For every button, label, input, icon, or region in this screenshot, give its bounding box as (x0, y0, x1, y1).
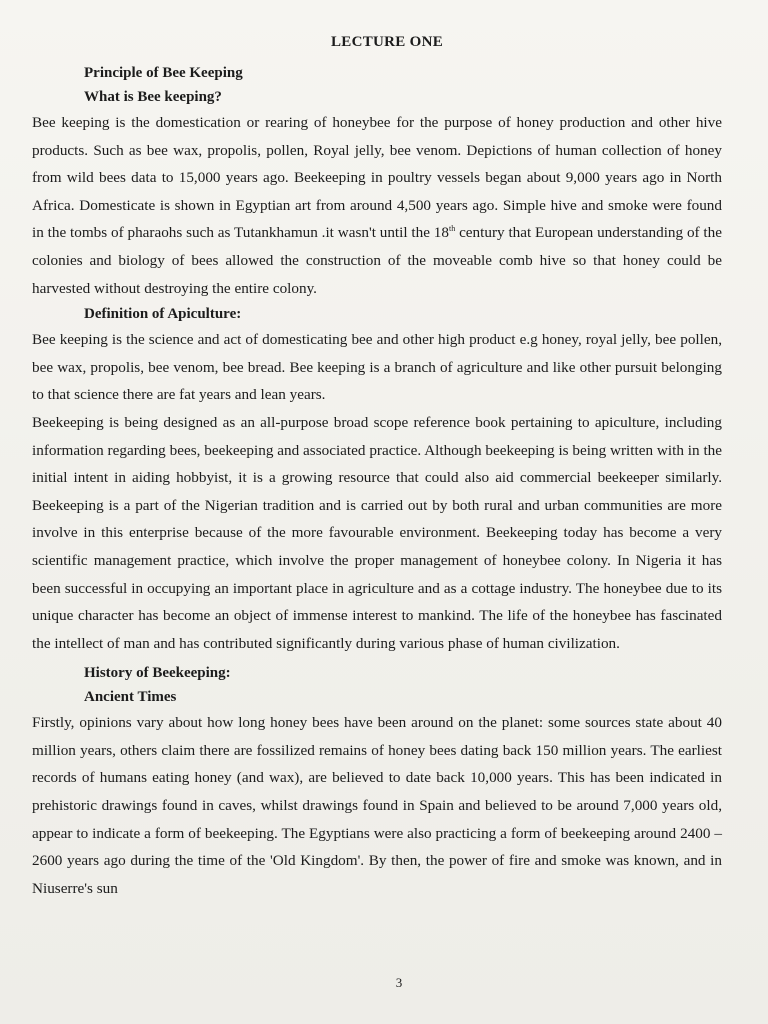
heading-what-is-beekeeping: What is Bee keeping? (84, 89, 222, 105)
heading-principle: Principle of Bee Keeping (84, 65, 243, 81)
page-number: 3 (395, 975, 403, 990)
paragraph-definition-1: Bee keeping is the science and act of domesticating bee and other high product e.g honey, royal jelly, bee pollen, bee wax, propolis, bee venom, bee bread. Bee keeping is a branch of agriculture and like other pursuit belonging to that science there are fat years and lean years. (32, 331, 722, 404)
paragraph-ancient-times: Firstly, opinions vary about how long honey bees have been around on the planet: some sources state about 40 million years, others claim there are fossilized remains of honey bees dating back 150 million years. The earliest records of humans eating honey (and wax), are believed to date back 10,000 years. This has been indicated in prehistoric drawings found in caves, whilst drawings found in Spain and believed to be around 7,000 years old, appear to indicate a form of beekeeping. The Egyptians were also practicing a form of beekeeping around 2400 – 2600 years ago during the time of the 'Old Kingdom'. By then, the power of fire and smoke was known, and in Niuserre's sun (32, 714, 722, 897)
paragraph-text: Bee keeping is the domestication or rearing of honeybee for the purpose of honey production and other hive products. Such as bee wax, propolis, pollen, Royal jelly, bee venom. Depictions of human collection of honey from wild bees data to 15,000 years ago. Beekeeping in poultry vessels began about 9,000 years ago in North Africa. Domesticate is shown in Egyptian art from around 4,500 years ago. Simple hive and smoke were found in the tombs of pharaohs such as Tutankhamun .it wasn't until the 18 (32, 114, 722, 242)
heading-history: History of Beekeeping: (84, 665, 231, 682)
heading-definition-apiculture: Definition of Apiculture: (84, 306, 242, 323)
superscript-th: th (449, 224, 456, 234)
lecture-title: LECTURE ONE (330, 34, 444, 50)
paragraph-definition-2: Beekeeping is being designed as an all-purpose broad scope reference book pertaining to apiculture, including information regarding bees, beekeeping and associated practice. Although beekeeping is being written with in the initial intent in aiding hobbyist, it is a growing resource that could also aid commercial beekeeper similarly. Beekeeping is a part of the Nigerian tradition and is carried out by both rural and urban communities are more involve in this enterprise because of the more favourable environment. Beekeeping today has become a very scientific management practice, which involve the proper management of honeybee colony. In Nigeria it has been successful in occupying an important place in agriculture and as a cottage industry. The honeybee due to its unique character has become an object of immense interest to mankind. The life of the honeybee has fascinated the intellect of man and has contributed significantly during various phase of human civilization. (32, 413, 722, 652)
paragraph-what-is-beekeeping (32, 109, 722, 302)
paragraph-text: century that European understanding of the colonies and biology of bees allowed the construction of the moveable comb hive so that honey could be harvested without destroying the entire colony. (32, 224, 722, 297)
heading-ancient-times: Ancient Times (84, 689, 177, 706)
